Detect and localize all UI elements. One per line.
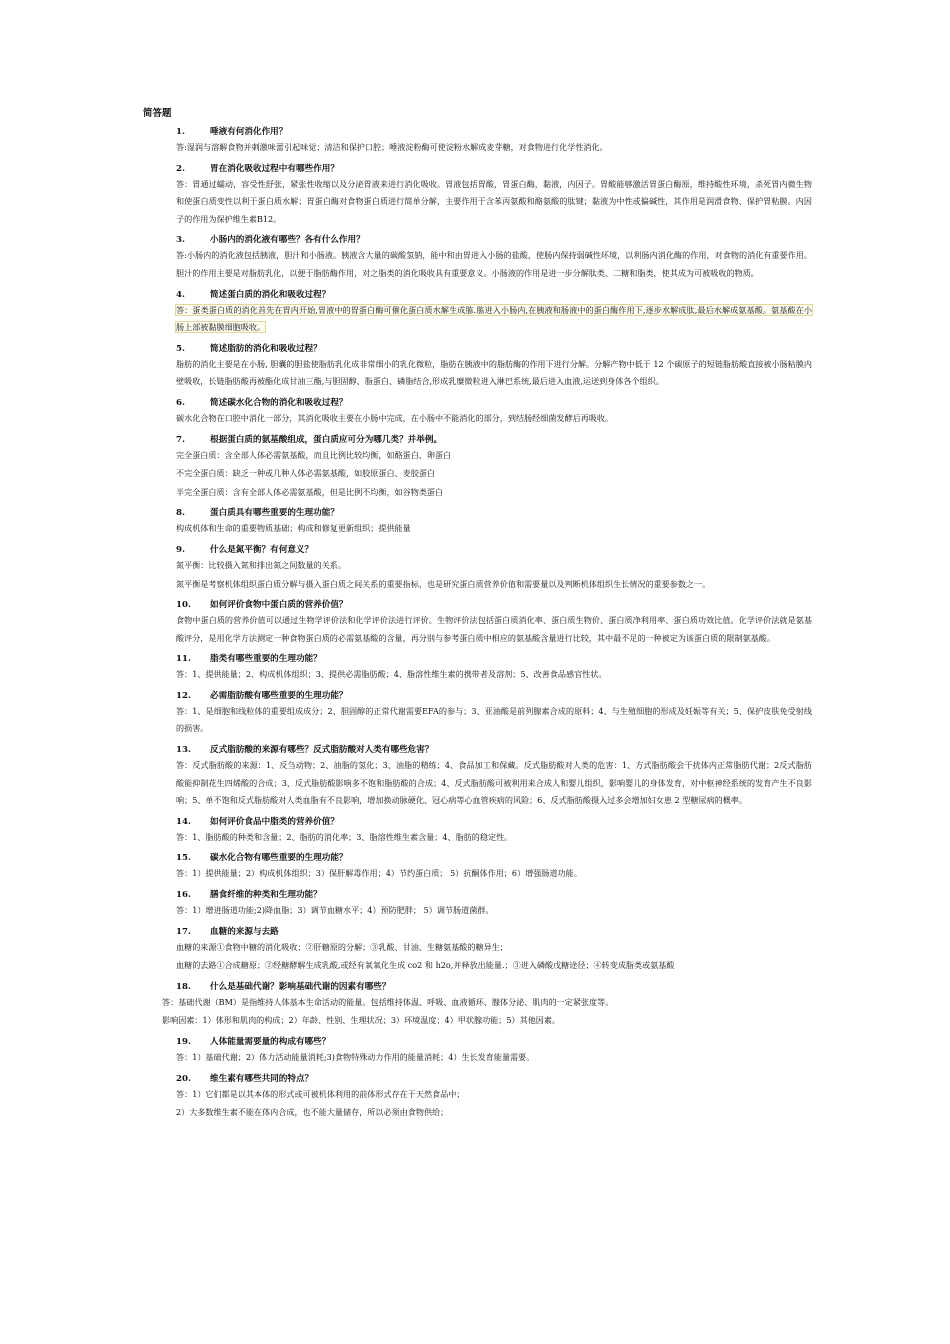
question-text: 人体能量需要量的构成有哪些？	[210, 1037, 331, 1047]
answer-text	[176, 576, 812, 594]
question-text: 如何评价食物中蛋白质的营养价值？	[210, 600, 348, 611]
qa-item	[176, 398, 812, 428]
qa-item	[176, 691, 812, 738]
question-number: 8.	[176, 508, 185, 519]
qa-item	[162, 981, 812, 1030]
question-number: 15.	[176, 853, 191, 864]
question-line	[176, 164, 812, 175]
question-line	[176, 290, 812, 301]
question-line	[176, 745, 812, 756]
question-text: 简述脂肪的消化和吸收过程？	[210, 343, 322, 354]
question-number: 17.	[176, 926, 191, 937]
question-number: 14.	[176, 816, 191, 827]
question-line	[176, 435, 812, 446]
answer-line: 2）大多数维生素不能在体内合成，也不能大量储存，所以必须由食物供给；	[176, 1107, 449, 1118]
answer-text	[176, 1104, 812, 1122]
question-number: 2.	[176, 163, 185, 174]
answer-line: 答:湿润与溶解食物并刺激味蕾引起味觉；清洁和保护口腔；唾液淀粉酶可使淀粉水解成麦芽糖，对食物进行化学性消化。	[176, 142, 608, 152]
question-text: 维生素有哪些共同的特点？	[210, 1073, 314, 1084]
question-number: 9.	[176, 544, 185, 555]
question-line	[176, 235, 812, 246]
answer-line: 完全蛋白质：含全部人体必需氨基酸，而且比例比较均衡，如酪蛋白、卵蛋白	[176, 449, 452, 460]
question-number: 4.	[176, 289, 185, 300]
qa-item	[176, 545, 812, 593]
answer-text	[176, 176, 812, 229]
answer-line: 答：1、脂肪酸的种类和含量；2、脂肪的消化率；3、脂溶性维生素含量；4、脂肪的稳定性。	[176, 831, 513, 842]
question-number: 6.	[176, 397, 185, 408]
answer-text	[176, 247, 812, 282]
answer-text	[176, 356, 812, 391]
answer-text	[176, 757, 812, 810]
question-text: 必需脂肪酸有哪些重要的生理功能？	[210, 690, 348, 701]
answer-text	[162, 994, 812, 1012]
question-number: 18.	[176, 981, 191, 992]
question-number: 12.	[176, 690, 191, 701]
question-line	[176, 817, 812, 828]
question-line	[176, 1037, 812, 1048]
question-text: 简述碳水化合物的消化和吸收过程？	[210, 397, 348, 408]
answer-text	[176, 902, 812, 920]
qa-item	[176, 890, 812, 920]
qa-item	[176, 853, 812, 883]
question-list	[162, 120, 812, 1122]
question-number: 3.	[176, 235, 185, 246]
question-text: 脂类有哪些重要的生理功能？	[210, 654, 322, 665]
answer-line: 答：1、提供能量；2、构成机体组织；3、提供必需脂肪酸；4、脂溶性维生素的携带者及溶剂；5、改善食品感官性状。	[176, 669, 607, 680]
question-text: 什么是氮平衡？有何意义？	[210, 544, 314, 555]
question-number: 13.	[176, 745, 191, 756]
qa-item	[176, 654, 812, 684]
answer-line: 碳水化合物在口腔中消化一部分，其消化吸收主要在小肠中完成，在小肠中不能消化的部分，到结肠经细菌发酵后再吸收。	[176, 412, 614, 423]
answer-line: 答：1、是细胞和线粒体的重要组成成分；2、胆固醇的正常代谢需要EFA的参与；3、亚油酸是前列腺素合成的原料；4、与生殖细胞的形成及妊娠等有关；5、保护皮肤免受射线的损害。	[176, 705, 812, 734]
section-heading: 简答题	[143, 108, 172, 119]
answer-line: 血糖的去路①合成糖原；②经糖酵解生成乳酸,或经有氧氧化生成 co2 和 h2o,并释放出能量.；③进入磷酸戊糖途径；④转变成脂类或氨基酸	[176, 960, 675, 971]
question-line	[176, 344, 812, 355]
question-line	[176, 398, 812, 409]
question-text: 反式脂肪酸的来源有哪些？反式脂肪酸对人类有哪些危害？	[210, 745, 434, 756]
answer-text	[176, 484, 812, 502]
answer-text	[176, 939, 812, 957]
qa-item	[176, 435, 812, 502]
answer-text	[176, 612, 812, 647]
question-text: 什么是基础代谢？影响基础代谢的因素有哪些？	[210, 981, 391, 992]
question-number: 16.	[176, 890, 191, 901]
question-number: 20.	[176, 1073, 191, 1084]
answer-text	[176, 666, 812, 684]
question-line	[176, 508, 812, 519]
answer-line: 答:小肠内的消化液包括胰液，胆汁和小肠液。胰液含大量的碳酸氢钠，能中和由胃进入小肠的盐酸，使肠内保持弱碱性环境，以利肠内消化酶的作用，对食物的消化有重要作用。胆汁的作用主要是对脂肪乳化，以便于脂肪酶作用，对之脂类的消化吸收具有重要意义。小肠液的作用是进一步分解肽类、二糖和脂类，使其成为可被吸收的物质。	[176, 250, 812, 278]
qa-item	[176, 508, 812, 538]
qa-item	[176, 1037, 812, 1067]
answer-text	[176, 703, 812, 738]
question-line	[176, 927, 812, 938]
qa-item	[176, 164, 812, 229]
question-line	[176, 853, 812, 864]
question-text: 蛋白质具有哪些重要的生理功能？	[210, 508, 339, 519]
question-text: 胃在消化吸收过程中有哪些作用？	[210, 163, 339, 174]
answer-line: 答：1）增进肠道功能;2)降血脂；3）调节血糖水平；4）预防肥胖； 5）调节肠道菌群。	[176, 905, 494, 916]
answer-text	[176, 865, 812, 883]
qa-item	[176, 600, 812, 647]
question-text: 小肠内的消化液有哪些？各有什么作用？	[210, 235, 365, 246]
qa-item	[176, 1074, 812, 1122]
answer-line: 答：胃通过蠕动，容受性舒张，紧张性收缩以及分泌胃液来进行消化吸收。胃液包括胃酸，胃蛋白酶，黏液，内因子。胃酸能够激活胃蛋白酶原，维持酸性环境，杀死胃内微生物和使蛋白质变性以利于蛋白质水解；胃蛋白酶对食物蛋白质进行简单分解，主要作用于含苯丙氨酸和酪氨酸的肽键；黏液为中性或偏碱性，其作用是润滑食物、保护胃粘膜。内因子的作用为保护维生素B12。	[176, 178, 812, 224]
answer-text	[162, 1012, 812, 1030]
answer-line: 答：反式脂肪酸的来源：1、反刍动物；2、油脂的氢化；3、油脂的精练；4、食品加工和保藏。反式脂肪酸对人类的危害：1、方式脂肪酸会干扰体内正常脂肪代谢；2反式脂肪酸能抑制花生四烯酸的合成；3、反式脂肪酸影响多不饱和脂肪酸的合成；4、反式脂肪酸可被利用来合成人和婴儿组织，影响婴儿的身体发育，对中枢神经系统的发育产生不良影响；5、单不饱和反式脂肪酸对人类血脂有不良影响，增加换动脉硬化、冠心病等心血管疾病的风险；6、反式脂肪酸摄入过多会增加妇女患 2 型糖尿病的概率。	[176, 760, 812, 806]
answer-text	[176, 1049, 812, 1067]
answer-text	[176, 1086, 812, 1104]
question-number: 7.	[176, 434, 185, 445]
qa-item	[176, 344, 812, 391]
question-line	[176, 982, 812, 993]
question-line	[176, 127, 812, 138]
question-number: 19.	[176, 1037, 191, 1047]
answer-text	[176, 465, 812, 483]
qa-item	[176, 927, 812, 975]
answer-text	[176, 302, 812, 337]
question-number: 1.	[176, 127, 185, 137]
answer-line: 答：1）提供能量；2）构成机体组织；3）保肝解毒作用；4）节约蛋白质； 5）抗酮体作用；6）增强肠道功能。	[176, 868, 582, 879]
qa-item	[176, 817, 812, 847]
question-line	[176, 1074, 812, 1085]
answer-line: 食物中蛋白质的营养价值可以通过生物学评价法和化学评价法进行评价。生物评价法包括蛋白质消化率、蛋白质生物价、蛋白质净利用率、蛋白质功效比值。化学评价法就是氨基酸评分，是用化学方法测定一种食物蛋白质的必需氨基酸的含量，再分别与参考蛋白质中相应的氨基酸含量进行比较，其中最不足的一种被定为该蛋白质的限制氨基酸。	[176, 615, 812, 643]
answer-line: 答：1）它们都是以其本体的形式或可被机体利用的前体形式存在于天然食品中；	[176, 1088, 465, 1099]
answer-text	[176, 557, 812, 575]
answer-text	[176, 447, 812, 465]
answer-text	[176, 957, 812, 975]
question-text: 唾液有何消化作用？	[210, 127, 288, 137]
question-line	[176, 600, 812, 611]
qa-item	[176, 290, 812, 337]
answer-line: 半完全蛋白质：含有全部人体必需氨基酸，但是比例不均衡，如谷物类蛋白	[176, 486, 444, 497]
question-text: 根据蛋白质的氨基酸组成，蛋白质应可分为哪几类？并举例。	[210, 434, 443, 445]
question-line	[176, 545, 812, 556]
question-text: 简述蛋白质的消化和吸收过程？	[210, 289, 331, 300]
answer-line: 影响因素：1）体形和肌肉的构成；2）年龄、性别、生理状况；3）环境温度；4）甲状腺功能；5）其他因素。	[162, 1015, 561, 1026]
question-line	[176, 890, 812, 901]
answer-text	[176, 829, 812, 847]
answer-line: 血糖的来源①食物中糖的消化吸收；②肝糖原的分解；③乳酸、甘油、生糖氨基酸的糖异生；	[176, 941, 508, 952]
question-text: 如何评价食品中脂类的营养价值？	[210, 816, 339, 827]
answer-line: 答：蛋类蛋白质的消化首先在胃内开始,胃液中的胃蛋白酶可催化蛋白质水解生成胨.胨进入小肠内,在胰液和肠液中的蛋白酶作用下,逐步水解成肽,最后水解成氨基酸。氨基酸在小肠上部被黏膜细胞吸收。	[176, 304, 812, 333]
question-text: 膳食纤维的种类和生理功能？	[210, 890, 322, 901]
answer-line: 不完全蛋白质：缺乏一种或几种人体必需氨基酸，如胶原蛋白、麦胶蛋白	[176, 468, 436, 479]
question-line	[176, 654, 812, 665]
answer-text	[176, 139, 812, 157]
answer-line: 氮平衡：比较摄入氮和排出氮之间数量的关系。	[176, 559, 346, 570]
question-text: 碳水化合物有哪些重要的生理功能？	[210, 853, 348, 864]
answer-line: 构成机体和生命的重要物质基础；构成和修复更新组织；提供能量	[176, 523, 411, 534]
question-number: 11.	[176, 654, 191, 665]
answer-line: 答：基础代谢（BM）是指维持人体基本生命活动的能量。包括维持体温、呼吸、血液循环、腺体分泌、肌肉的一定紧张度等。	[162, 996, 614, 1007]
question-number: 10.	[176, 600, 191, 611]
qa-item	[176, 127, 812, 157]
qa-item	[176, 235, 812, 282]
answer-text	[176, 410, 812, 428]
answer-text	[176, 520, 812, 538]
question-number: 5.	[176, 343, 185, 354]
answer-line: 答：1）基础代谢；2）体力活动能量消耗;3)食物特殊动力作用的能量消耗；4）生长发育能量需要。	[176, 1052, 535, 1062]
qa-item	[176, 745, 812, 810]
question-line	[176, 691, 812, 702]
answer-line: 氮平衡是考察机体组织蛋白质分解与摄入蛋白质之间关系的重要指标，也是研究蛋白质营养价值和需要量以及判断机体组织生长情况的重要参数之一。	[176, 578, 711, 589]
answer-line: 脂肪的消化主要是在小肠, 胆囊的胆盐使脂肪乳化成非常细小的乳化微粒，脂肪在胰液中的脂肪酶的作用下进行分解。分解产物中低于 12 个碳原子的短链脂肪酸直接被小肠粘膜内壁吸收，长链脂肪酸再被酯化成甘油三酯,与胆固醇、脂蛋白、磷脂结合,形成乳糜微粒进入淋巴系统,最后进入血液,运送到身体各个组织。	[176, 358, 812, 387]
question-text: 血糖的来源与去路	[210, 926, 279, 937]
